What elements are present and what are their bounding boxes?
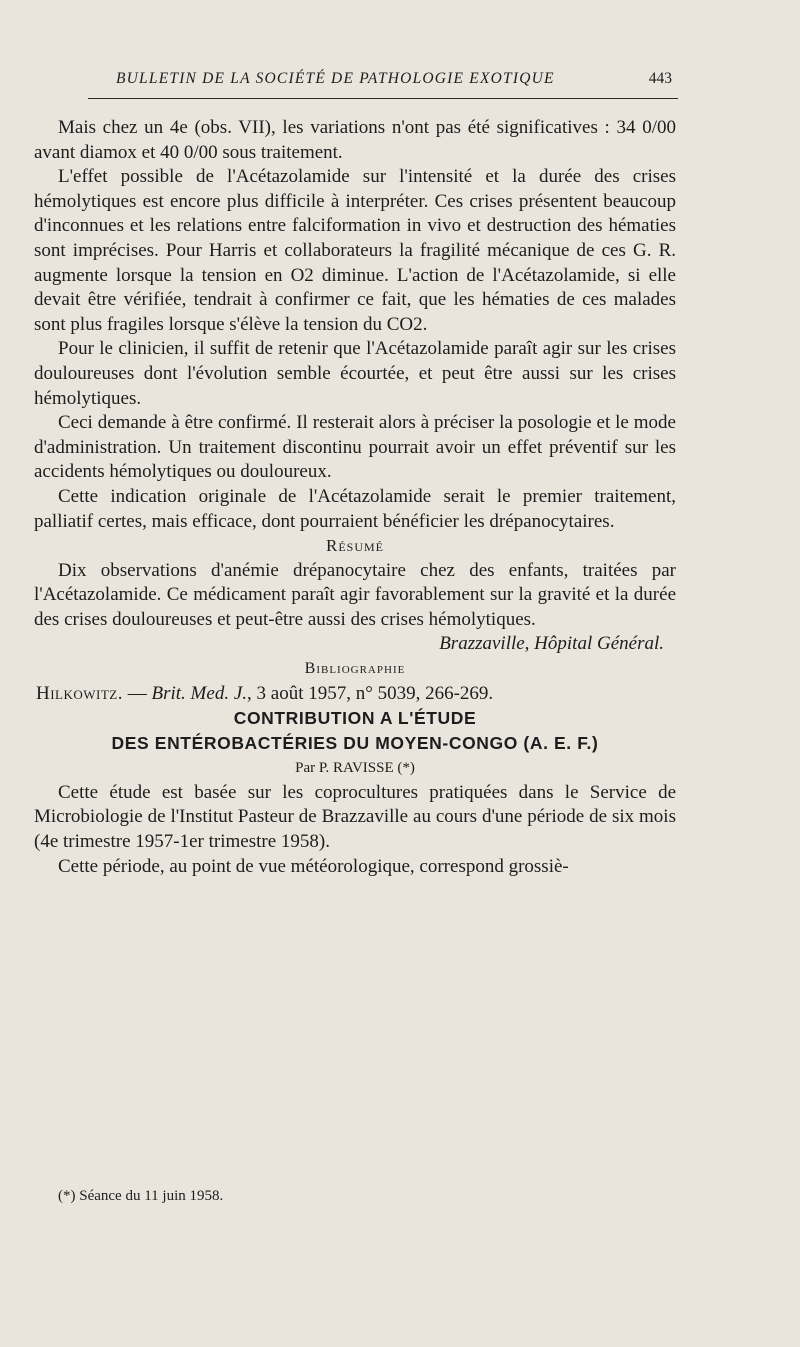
article-title-line2: DES ENTÉROBACTÉRIES DU MOYEN-CONGO (A. E. F.) [111,733,599,754]
bibliography-heading: Bibliographie [304,660,406,678]
resume-text: Dix observations d'anémie drépanocytaire chez des enfants, traitées par l'Acétazolamide. Ce médicament paraît agir favorablement sur la gravité et la durée des crises douloureuses et peut-être aussi des crises hémolytiques. [34,559,676,630]
article-paragraph: Cette étude est basée sur les coprocultures pratiquées dans le Service de Microbiologie de l'Institut Pasteur de Brazzaville au cours d'une période de six mois (4e trimestre 1957-1er trimestre 1958). [34,781,676,853]
article-title-line1: CONTRIBUTION A L'ÉTUDE [233,708,477,729]
page-number: 443 [648,70,672,87]
article-body [34,116,676,879]
article-paragraph: Cette période, au point de vue météorologique, correspond grossiè- [58,855,569,877]
bibliography-journal: Brit. Med. J. [151,682,248,704]
paragraph: Cette indication originale de l'Acétazolamide serait le premier traitement, palliatif certes, mais efficace, dont pourraient bénéficier les drépanocytaires. [34,485,676,532]
bibliography-details: , 3 août 1957, n° 5039, 266-269. [247,682,494,704]
article-title [34,706,676,756]
resume-signature: Brazzaville, Hôpital Général. [439,633,664,655]
article-author: Par P. RAVISSE (*) [295,760,415,777]
resume-heading: Résumé [325,536,384,556]
paragraph: Pour le clinicien, il suffit de retenir que l'Acétazolamide paraît agir sur les crises douloureuses dont l'évolution semble écourtée, et peut être aussi sur les crises hémolytiques. [34,338,676,409]
paragraph: Ceci demande à être confirmé. Il resterait alors à préciser la posologie et le mode d'administration. Un traitement discontinu pourrait avoir un effet préventif sur les accidents hémolytiques ou douloureux. [34,412,676,483]
bibliography-author: Hilkowitz. [36,682,123,704]
running-header [88,70,678,99]
paragraph: Mais chez un 4e (obs. VII), les variations n'ont pas été significatives : 34 0/00 avant diamox et 40 0/00 sous traitement. [34,117,676,163]
journal-title: BULLETIN DE LA SOCIÉTÉ DE PATHOLOGIE EXOTIQUE [116,70,555,87]
paragraph: L'effet possible de l'Acétazolamide sur l'intensité et la durée des crises hémolytiques est encore plus difficile à interpréter. Ces crises présentent beaucoup d'inconnues et les relations entre falciformation in vivo et destruction des hématies sont imprécises. Pour Harris et collaborateurs la fragilité mécanique de ces G. R. augmente lorsque la tension en O2 diminue. L'action de l'Acétazolamide, si elle devait être vérifiée, tendrait à confirmer ce fait, que les hématies de ces malades sont plus fragiles lorsque s'élève la tension du CO2. [34,166,676,335]
footnote: (*) Séance du 11 juin 1958. [58,1188,224,1204]
bibliography-entry: Hilkowitz. — Brit. Med. J., 3 août 1957, n° 5039, 266-269. [36,682,494,704]
